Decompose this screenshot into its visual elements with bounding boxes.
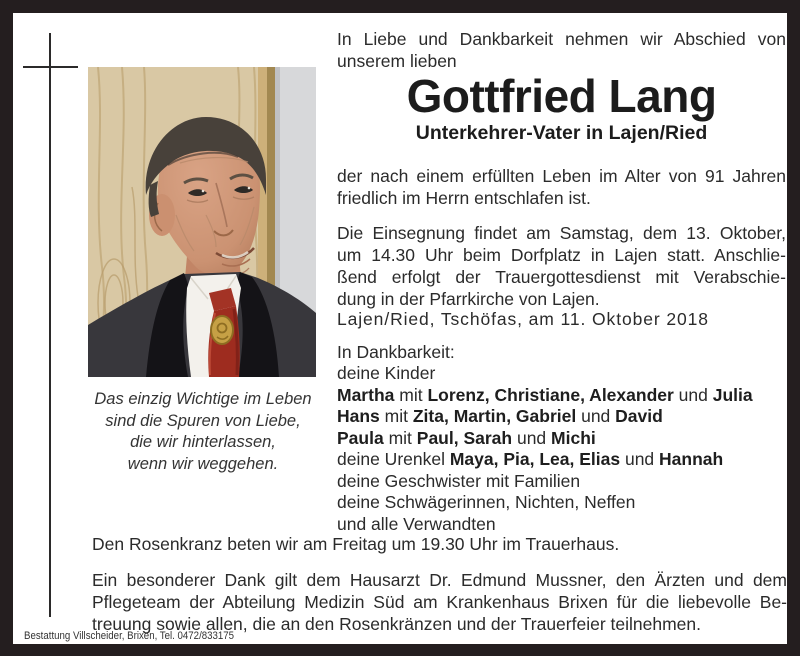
mourner-line: Paula mit Paul, Sarah und Michi <box>337 427 596 448</box>
cross-horizontal-bar <box>23 66 78 68</box>
text-line: um 14.30 Uhr beim Dorfplatz in Lajen statt. Anschlie- <box>337 245 786 265</box>
mourner-line: deine Kinder <box>337 363 436 383</box>
mourner-line: Hans mit Zita, Martin, Gabriel und David <box>337 406 663 426</box>
mourner-line: deine Geschwister mit Familien <box>337 470 581 491</box>
thanks-text <box>92 569 787 635</box>
service-info-text <box>337 222 786 310</box>
rosary-info: Den Rosenkranz beten wir am Freitag um 19.30 Uhr im Trauerhaus. <box>92 534 620 554</box>
funeral-home-footer: Bestattung Villscheider, Brixen, Tel. 0472/833175 <box>24 630 235 642</box>
cross-vertical-bar <box>49 33 51 617</box>
memorial-quote <box>58 389 348 475</box>
portrait-photo <box>88 67 316 377</box>
mourners-list <box>337 363 786 535</box>
text-line: ßend erfolgt der Trauergottesdienst mit Verabschie- <box>337 267 786 287</box>
mourner-line: deine Urenkel Maya, Pia, Lea, Elias und Hannah <box>337 449 724 469</box>
text-line: dung in der Pfarrkirche von Lajen. <box>337 289 600 309</box>
text-line: friedlich im Herrn entschlafen ist. <box>337 188 591 208</box>
text-line: Das einzig Wichtige im Leben <box>94 390 312 408</box>
text-line: In Liebe und Dankbarkeit nehmen wir Abschied von <box>337 29 786 49</box>
mourner-line: und alle Verwandten <box>337 513 496 534</box>
intro-text <box>337 28 786 72</box>
deceased-subtitle: Unterkehrer-Vater in Lajen/Ried <box>415 122 708 144</box>
gratitude-heading: In Dankbarkeit: <box>337 342 455 362</box>
text-line: Pflegeteam der Abteilung Medizin Süd am Krankenhaus Brixen für die liebevolle Be- <box>92 592 787 612</box>
text-line: unserem lieben <box>337 51 457 71</box>
mourner-line: deine Schwägerinnen, Nichten, Neffen <box>337 492 636 512</box>
text-line: treuung sowie allen, die an den Rosenkränzen und der Trauerfeier teilnehmen. <box>92 614 701 634</box>
text-line: sind die Spuren von Liebe, <box>105 411 301 430</box>
portrait-illustration <box>88 67 316 377</box>
deceased-name: Gottfried Lang <box>406 70 717 122</box>
death-notice-text <box>337 165 786 209</box>
place-dateline: Lajen/Ried, Tschöfas, am 11. Oktober 2018 <box>337 309 709 329</box>
text-line: Die Einsegnung findet am Samstag, dem 13. Oktober, <box>337 223 786 243</box>
text-line: Ein besonderer Dank gilt dem Hausarzt Dr. Edmund Mussner, den Ärzten und dem <box>92 570 787 590</box>
text-line: der nach einem erfüllten Leben im Alter von 91 Jahren <box>337 166 786 186</box>
text-line: die wir hinterlassen, <box>130 433 276 451</box>
mourner-line: Martha mit Lorenz, Christiane, Alexander und Julia <box>337 384 753 405</box>
text-line: wenn wir weggehen. <box>127 454 279 473</box>
